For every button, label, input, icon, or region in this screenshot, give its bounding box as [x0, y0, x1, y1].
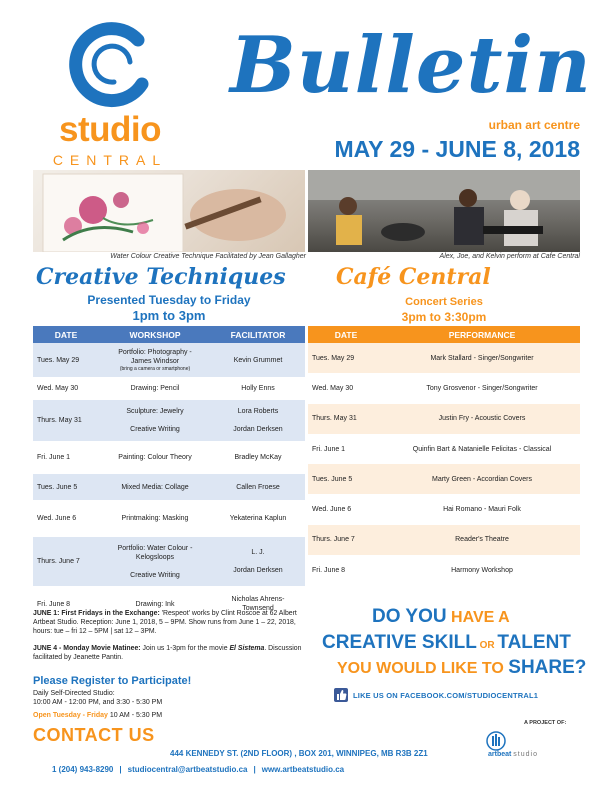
first-fridays-note	[33, 609, 307, 636]
table-row	[33, 343, 305, 377]
performance-date: Thurs. May 31	[308, 404, 384, 434]
table-row	[308, 434, 580, 464]
performance-name: Reader's Theatre	[384, 525, 580, 555]
photo-caption-left: Water Colour Creative Technique Facilitated by Jean Gallagher	[110, 253, 306, 260]
note-heading: JUNE 4 - Monday Movie Matinee:	[33, 645, 141, 652]
cafe-central-title: Café Central	[336, 264, 491, 290]
workshop-date: Tues. May 29	[33, 343, 99, 377]
contact-details: 1 (204) 943-8290 | studiocentral@artbeatstudio.ca | www.artbeatstudio.ca	[52, 765, 345, 774]
column-header-workshop: WORKSHOP	[99, 326, 211, 343]
phone-number[interactable]: 1 (204) 943-8290	[52, 765, 114, 774]
workshop-name: Sculpture: Jewelry	[126, 408, 184, 415]
workshop-cell	[99, 537, 211, 586]
performance-name: Harmony Workshop	[384, 555, 580, 585]
performance-name: Justin Fry - Acoustic Covers	[384, 404, 580, 434]
contact-title: CONTACT US	[33, 725, 155, 745]
performance-name: Tony Grosvenor - Singer/Songwriter	[384, 373, 580, 403]
column-header-performance: PERFORMANCE	[384, 326, 580, 343]
facilitator-name: Lora Roberts	[237, 408, 279, 415]
logo-studio-text: studio	[59, 110, 161, 149]
table-row	[33, 474, 305, 500]
watercolour-photo	[33, 170, 305, 252]
facilitator-name: Jordan Derksen	[233, 567, 283, 574]
facilitator-name: Kevin Grummet	[211, 343, 305, 377]
table-row	[308, 555, 580, 585]
workshop-name: Kelogsloops	[135, 553, 175, 561]
cta-line-2: CREATIVE SKILL OR TALENT	[322, 632, 571, 653]
address: 444 KENNEDY ST. (2ND FLOOR) , BOX 201, WINNIPEG, MB R3B 2Z1	[170, 749, 428, 758]
facilitator-cell	[211, 537, 305, 586]
studio-hours: 10:00 AM - 12:00 PM, and 3:30 - 5:30 PM	[33, 699, 163, 706]
studio-c-logo-icon	[68, 22, 154, 108]
artbeat-logo-icon	[486, 727, 586, 767]
table-row	[33, 441, 305, 474]
facilitator-name: Nicholas Ahrens-	[231, 596, 285, 603]
workshop-date: Fri. June 1	[33, 441, 99, 474]
open-time: 10 AM - 5:30 PM	[107, 712, 163, 719]
studio-central-logo	[40, 22, 180, 168]
watercolour-painting-icon	[33, 170, 305, 252]
register-heading: Please Register to Participate!	[33, 675, 192, 687]
artbeat-studio-name: artbeat studio	[488, 751, 538, 758]
workshop-name: James Windsor	[130, 358, 180, 365]
facebook-link[interactable]: LIKE US ON FACEBOOK.COM/STUDIOCENTRAL1	[353, 691, 539, 700]
performance-date: Wed. June 6	[308, 494, 384, 524]
performance-name: Hai Romano - Mauri Folk	[384, 494, 580, 524]
note-text: . Discussion facilitated by Jeanette Pantin.	[33, 645, 302, 661]
workshop-cell	[99, 400, 211, 441]
table-row	[308, 464, 580, 494]
musicians-performing-icon	[308, 170, 580, 252]
thumbs-up-icon	[334, 688, 348, 702]
facilitator-name: Callen Froese	[211, 474, 305, 500]
workshop-date: Thurs. May 31	[33, 400, 99, 441]
facilitator-name: Jordan Derksen	[233, 426, 283, 433]
workshop-date: Wed. May 30	[33, 377, 99, 400]
facilitator-name: Holly Enns	[211, 377, 305, 400]
facilitator-name: Bradley McKay	[211, 441, 305, 474]
workshop-date: Thurs. June 7	[33, 537, 99, 586]
note-heading: JUNE 1: First Fridays in the Exchange:	[33, 610, 160, 617]
column-header-date: DATE	[33, 326, 99, 343]
page-subtitle: urban art centre	[488, 118, 580, 132]
column-header-date: DATE	[308, 326, 384, 343]
workshop-cell	[99, 343, 211, 377]
workshop-name: Portfolio: Photography -	[118, 349, 192, 356]
note-text: 'Respeot' works by Clint Roscoe at 62 Albert Artbeat Studio. Reception: June 1, 2018, 5 – 9PM. Show runs from June 1 – 22, 2018, hours: tue – fri 12 – 5PM | sat 12 – 3PM.	[33, 610, 297, 635]
workshop-table	[33, 326, 305, 622]
performance-name: Mark Stallard - Singer/Songwriter	[384, 343, 580, 373]
cta-line-3: YOU WOULD LIKE TO SHARE?	[337, 657, 587, 678]
email-link[interactable]: studiocentral@artbeatstudio.ca	[127, 765, 248, 774]
performance-date: Fri. June 1	[308, 434, 384, 464]
workshop-name: Painting: Colour Theory	[99, 441, 211, 474]
performance-date: Fri. June 8	[308, 555, 384, 585]
page-title: Bulletin	[230, 20, 592, 111]
workshop-name: Printmaking: Masking	[99, 500, 211, 537]
creative-techniques-title: Creative Techniques	[36, 264, 286, 290]
workshop-name: Creative Writing	[130, 426, 180, 433]
movie-matinee-note	[33, 644, 307, 662]
table-row	[308, 373, 580, 403]
performance-date: Tues. June 5	[308, 464, 384, 494]
cafe-series-label: Concert Series	[405, 296, 483, 308]
facilitator-name: L. J.	[251, 549, 265, 556]
workshop-name: Drawing: Pencil	[99, 377, 211, 400]
table-row	[308, 494, 580, 524]
workshop-name: Portfolio: Water Colour -	[117, 544, 193, 552]
cafe-schedule-time: 3pm to 3:30pm	[401, 310, 487, 324]
workshop-note: (bring a camera or smartphone)	[119, 366, 191, 372]
photo-caption-right: Alex, Joe, and Kelvin perform at Cafe Central	[439, 253, 580, 260]
workshop-date: Fri. June 8	[33, 586, 99, 622]
open-hours	[33, 712, 162, 719]
workshop-name: Drawing: Ink	[99, 586, 211, 622]
table-header-row	[308, 326, 580, 343]
table-header-row	[33, 326, 305, 343]
workshop-name: Creative Writing	[130, 571, 180, 579]
logo-central-text: CENTRAL	[52, 152, 168, 168]
cafe-central-table	[308, 326, 580, 585]
column-header-facilitator: FACILITATOR	[211, 326, 305, 343]
cafe-central-photo	[308, 170, 580, 252]
facilitator-cell	[211, 400, 305, 441]
performance-name: Marty Green - Accordian Covers	[384, 464, 580, 494]
date-range: MAY 29 - JUNE 8, 2018	[334, 136, 580, 162]
creative-schedule-time: 1pm to 3pm	[132, 308, 206, 323]
table-row	[33, 537, 305, 586]
performance-date: Thurs. June 7	[308, 525, 384, 555]
website-link[interactable]: www.artbeatstudio.ca	[261, 765, 345, 774]
performance-date: Tues. May 29	[308, 343, 384, 373]
workshop-date: Tues. June 5	[33, 474, 99, 500]
facilitator-name: Townsend	[242, 605, 274, 612]
performance-name: Quinfin Bart & Natanielle Felicitas - Classical	[384, 434, 580, 464]
project-of-label: A PROJECT OF:	[524, 720, 567, 726]
table-row	[308, 343, 580, 373]
table-row	[33, 400, 305, 441]
open-days: Open Tuesday - Friday	[33, 712, 108, 719]
performance-date: Wed. May 30	[308, 373, 384, 403]
movie-title: El Sistema	[229, 645, 265, 652]
workshop-name: Mixed Media: Collage	[99, 474, 211, 500]
table-row	[308, 525, 580, 555]
creative-schedule-days: Presented Tuesday to Friday	[87, 293, 251, 307]
facilitator-name: Yekaterina Kaplun	[211, 500, 305, 537]
workshop-date: Wed. June 6	[33, 500, 99, 537]
cta-line-1: DO YOU HAVE A	[372, 606, 510, 627]
studio-hours-label: Daily Self-Directed Studio:	[33, 690, 115, 697]
table-row	[33, 377, 305, 400]
table-row	[33, 500, 305, 537]
table-row	[308, 404, 580, 434]
note-text: Join us 1-3pm for the movie	[140, 645, 230, 652]
